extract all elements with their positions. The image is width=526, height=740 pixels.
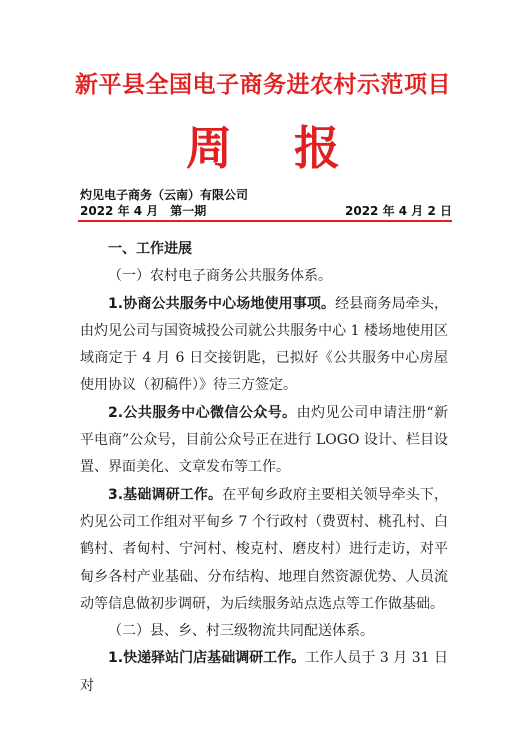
paragraph-item-3 [80, 482, 448, 618]
header-divider [78, 220, 452, 222]
report-subtitle: 周报 [186, 121, 402, 175]
item-3-lead: 3.基础调研工作。 [108, 486, 223, 503]
subsection-heading-logistics: （二）县、乡、村三级物流共同配送体系。 [108, 623, 374, 640]
item-1-text: 经县商务局牵头，由灼见公司与国资城投公司就公共服务中心 1 楼场地使用区域商定于 4 月 6 日交接钥匙，已拟好《公共服务中心房屋使用协议（初稿件）》待三方签定。 [80, 295, 449, 394]
report-body [80, 236, 448, 700]
item-1-lead: 1.协商公共服务中心场地使用事项。 [108, 295, 336, 312]
item-2-lead: 2.公共服务中心微信公众号。 [108, 404, 297, 421]
company-name: 灼见电子商务（云南）有限公司 [80, 188, 249, 202]
issue-number: 2022 年 4 月 第一期 [80, 204, 207, 218]
paragraph-item-4 [80, 645, 448, 700]
issue-row [80, 202, 452, 219]
item-4-text: 工作人员于 3 月 31 日对 [80, 650, 448, 694]
subsection-heading-public-service: （一）农村电子商务公共服务体系。 [108, 268, 332, 285]
item-2-text: 由灼见公司申请注册“新平电商”公众号，目前公众号正在进行 LOGO 设计、栏目设置、界面美化、文章发布等工作。 [80, 404, 448, 476]
item-3-text: 在平甸乡政府主要相关领导牵头下，灼见公司工作组对平甸乡 7 个行政村（费贾村、桃孔村、白鹤村、者甸村、宁河村、梭克村、磨皮村）进行走访，对平甸乡各村产业基础、分布结构、地理自然资源优势、人员流动等信息做初步调研，为后续服务站点选点等工作做基础。 [80, 486, 449, 612]
item-4-lead: 1.快递驿站门店基础调研工作。 [108, 650, 306, 667]
paragraph-item-2 [80, 400, 448, 482]
report-title: 新平县全国电子商务进农村示范项目 [75, 72, 451, 98]
paragraph-item-1 [80, 291, 448, 400]
issue-date: 2022 年 4 月 2 日 [345, 204, 452, 218]
section-heading-progress: 一、工作进展 [108, 241, 192, 257]
